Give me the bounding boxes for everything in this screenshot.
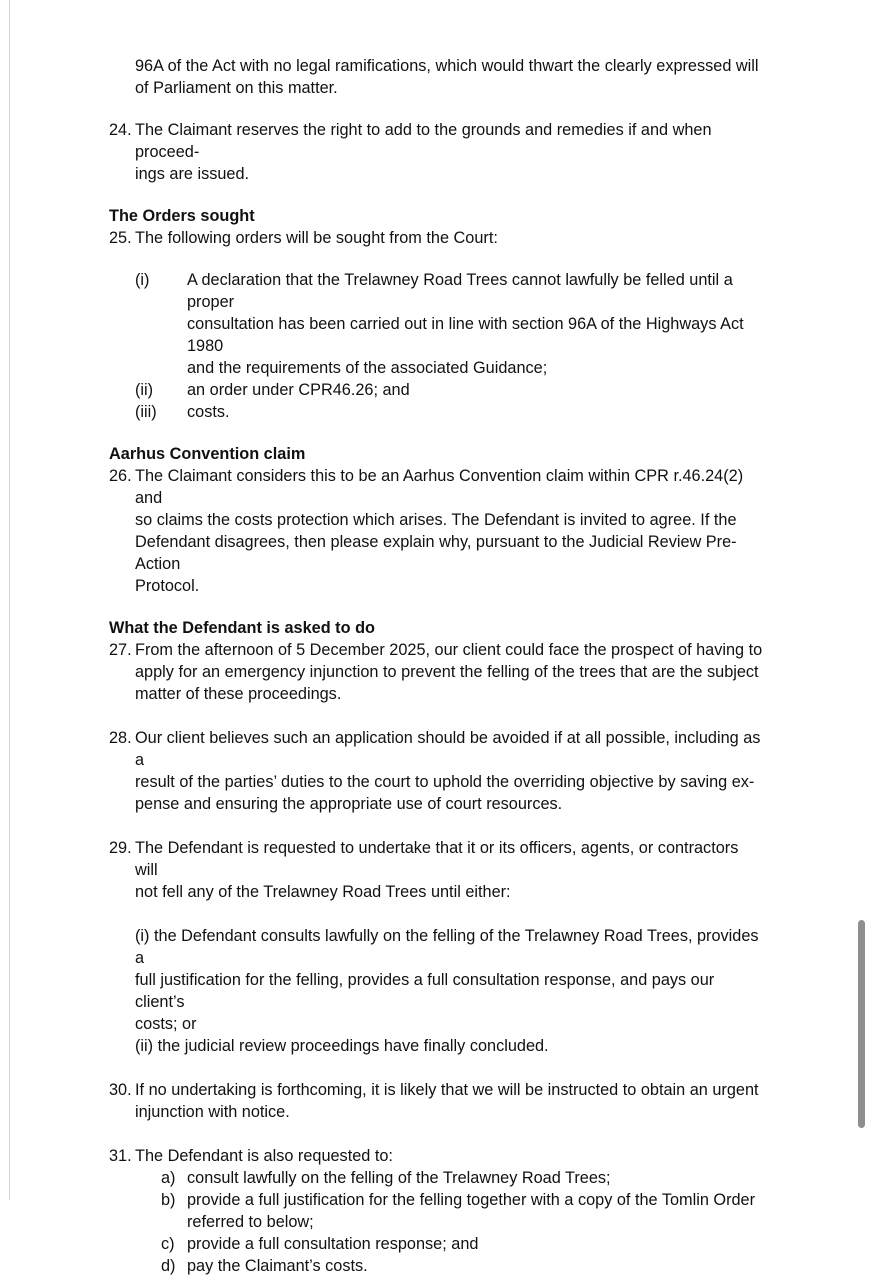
text-line: If no undertaking is forthcoming, it is likely that we will be instructed to obtain an urgent <box>135 1081 759 1099</box>
text-line: full justification for the felling, provides a full consultation response, and pays our client’s <box>135 971 715 1011</box>
text-line: (ii) the judicial review proceedings have finally concluded. <box>135 1037 549 1055</box>
text-line: The Defendant is also requested to: <box>135 1147 393 1165</box>
paragraph-number: 30. <box>109 1081 132 1099</box>
paragraph-27 <box>109 639 764 705</box>
order-item <box>135 401 764 423</box>
paragraph-number: 27. <box>109 641 132 659</box>
text-line: matter of these proceedings. <box>135 685 342 703</box>
vertical-scrollbar[interactable] <box>858 920 865 1128</box>
text-line: costs; or <box>135 1015 197 1033</box>
document-body <box>109 55 764 1277</box>
heading-orders-sought: The Orders sought <box>109 207 255 225</box>
text-line: 96A of the Act with no legal ramifications, which would thwart the clearly expressed will <box>135 57 759 75</box>
paragraph-number: 26. <box>109 467 132 485</box>
order-item <box>135 379 764 401</box>
text-line: The Defendant is requested to undertake that it or its officers, agents, or contractors will <box>135 839 739 879</box>
paragraph-29 <box>109 837 764 1057</box>
paragraph-number: 28. <box>109 729 132 747</box>
text-line: consult lawfully on the felling of the Trelawney Road Trees; <box>187 1169 611 1187</box>
heading-aarhus: Aarhus Convention claim <box>109 445 306 463</box>
text-line: ings are issued. <box>135 165 250 183</box>
paragraph-30 <box>109 1079 764 1123</box>
item-letter: b) <box>161 1191 176 1209</box>
text-line: referred to below; <box>187 1213 314 1231</box>
text-line: Our client believes such an application should be avoided if at all possible, including as a <box>135 729 761 769</box>
item-letter: a) <box>161 1169 176 1187</box>
page-edge <box>9 0 10 1200</box>
text-line: so claims the costs protection which arises. The Defendant is invited to agree. If the <box>135 511 737 529</box>
paragraph-number: 29. <box>109 839 132 857</box>
text-line: The Claimant reserves the right to add to the grounds and remedies if and when proceed- <box>135 121 712 161</box>
text-line: apply for an emergency injunction to prevent the felling of the trees that are the subject <box>135 663 759 681</box>
request-item <box>135 1189 764 1233</box>
paragraph-24 <box>109 119 764 185</box>
text-line: pense and ensuring the appropriate use of court resources. <box>135 795 563 813</box>
order-number: (ii) <box>135 381 154 399</box>
text-line: of Parliament on this matter. <box>135 79 338 97</box>
order-number: (iii) <box>135 403 157 421</box>
paragraph-31 <box>109 1145 764 1277</box>
text-line: A declaration that the Trelawney Road Trees cannot lawfully be felled until a proper <box>187 271 733 311</box>
request-item <box>135 1255 764 1277</box>
paragraph-28 <box>109 727 764 815</box>
order-number: (i) <box>135 271 150 289</box>
text-line: Protocol. <box>135 577 200 595</box>
text-line: The Claimant considers this to be an Aarhus Convention claim within CPR r.46.24(2) and <box>135 467 744 507</box>
text-line: provide a full justification for the felling together with a copy of the Tomlin Order <box>187 1191 756 1209</box>
paragraph-number: 25. <box>109 229 132 247</box>
intro-paragraph <box>109 55 764 99</box>
text-line: an order under CPR46.26; and <box>187 381 410 399</box>
text-line: provide a full consultation response; and <box>187 1235 479 1253</box>
text-line: injunction with notice. <box>135 1103 290 1121</box>
text-line: The following orders will be sought from the Court: <box>135 229 498 247</box>
text-line: pay the Claimant’s costs. <box>187 1257 368 1275</box>
text-line: and the requirements of the associated Guidance; <box>187 359 548 377</box>
text-line: costs. <box>187 403 230 421</box>
request-item <box>135 1167 764 1189</box>
paragraph-26 <box>109 465 764 597</box>
text-line: (i) the Defendant consults lawfully on the felling of the Trelawney Road Trees, provides a <box>135 927 759 967</box>
heading-defendant-asked: What the Defendant is asked to do <box>109 619 375 637</box>
paragraph-number: 31. <box>109 1147 132 1165</box>
item-letter: d) <box>161 1257 176 1275</box>
text-line: consultation has been carried out in line with section 96A of the Highways Act 1980 <box>187 315 744 355</box>
text-line: not fell any of the Trelawney Road Trees until either: <box>135 883 511 901</box>
text-line: From the afternoon of 5 December 2025, our client could face the prospect of having to <box>135 641 763 659</box>
text-line: result of the parties’ duties to the court to uphold the overriding objective by saving ex- <box>135 773 755 791</box>
request-item <box>135 1233 764 1255</box>
text-line: Defendant disagrees, then please explain why, pursuant to the Judicial Review Pre-Action <box>135 533 737 573</box>
order-item <box>135 269 764 379</box>
orders-list <box>109 269 764 423</box>
paragraph-number: 24. <box>109 121 132 139</box>
paragraph-25 <box>109 227 764 249</box>
item-letter: c) <box>161 1235 175 1253</box>
